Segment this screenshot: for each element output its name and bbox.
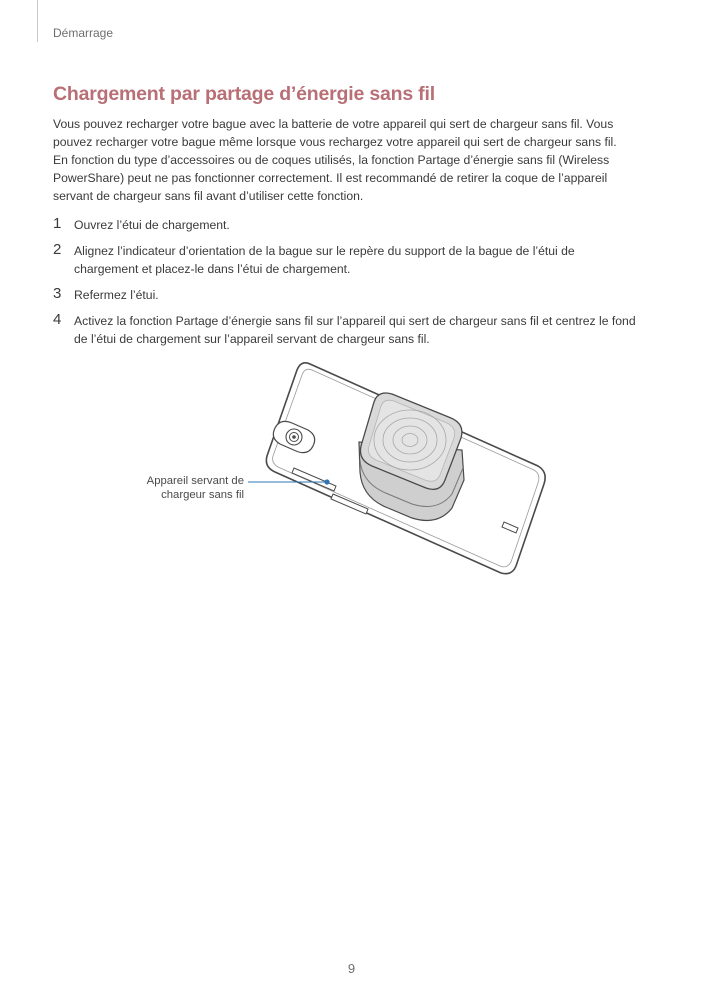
step-number: 4 [53, 311, 62, 328]
step-text: de l’étui de chargement sur l’appareil servant de chargeur sans fil. [74, 332, 430, 346]
step-number: 1 [53, 215, 62, 232]
intro-line: servant de chargeur sans fil avant d’utiliser cette fonction. [53, 189, 364, 203]
step-text: Ouvrez l’étui de chargement. [74, 218, 230, 232]
charging-case-illustration [359, 393, 464, 520]
intro-line: PowerShare) peut ne pas fonctionner correctement. Il est recommandé de retirer la coque de l’appareil [53, 171, 608, 185]
steps-list [53, 216, 663, 356]
callout-line: chargeur sans fil [161, 489, 244, 501]
step-item [53, 286, 663, 304]
step-item [53, 216, 663, 234]
step-text: Refermez l’étui. [74, 288, 159, 302]
step-text: Alignez l’indicateur d’orientation de la bague sur le repère du support de la bague de l’étui de [74, 244, 575, 258]
step-text: Activez la fonction Partage d’énergie sans fil sur l’appareil qui sert de chargeur sans fil et centrez le fond [74, 314, 636, 328]
callout-label [120, 474, 244, 502]
page-number: 9 [347, 961, 356, 976]
intro-line: En fonction du type d’accessoires ou de coques utilisés, la fonction Partage d’énergie sans fil (Wireless [53, 153, 610, 167]
step-number: 2 [53, 241, 62, 258]
illustration [140, 362, 560, 584]
margin-rule [37, 0, 38, 42]
step-item [53, 312, 663, 348]
page-title: Chargement par partage d’énergie sans fil [53, 83, 435, 105]
section-label: Démarrage [53, 26, 114, 40]
intro-paragraph [53, 115, 653, 205]
step-item [53, 242, 663, 278]
step-text: chargement et placez-le dans l’étui de chargement. [74, 262, 351, 276]
callout-line: Appareil servant de [146, 475, 244, 487]
intro-line: Vous pouvez recharger votre bague avec la batterie de votre appareil qui sert de chargeur sans fil. Vous [53, 117, 614, 131]
intro-line: pouvez recharger votre bague même lorsque vous rechargez votre appareil qui sert de chargeur sans fil. [53, 135, 617, 149]
step-number: 3 [53, 285, 62, 302]
